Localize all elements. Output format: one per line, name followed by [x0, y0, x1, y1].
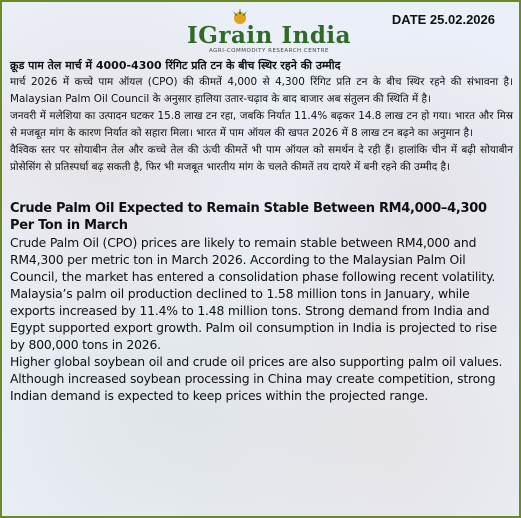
- section-spacer: [10, 176, 513, 200]
- brand-tagline: AGRI-COMMODITY RESEARCH CENTRE: [208, 48, 330, 54]
- english-paragraph-1: Crude Palm Oil (CPO) prices are likely to remain stable between RM4,000 and RM4,300 per metric ton in March 2026. According to the Malaysian Palm Oil Council, the market has entered a consolidation phase following recent volatility.: [10, 235, 496, 284]
- date-label: DATE 25.02.2026: [391, 12, 495, 27]
- english-paragraph-2: Malaysia’s palm oil production declined to 1.58 million tons in January, while exports increased by 11.4% to 1.48 million tons. Strong demand from India and Egypt supported export growth. Palm oil consumption in India is projected to rise by 800,000 tons in 2026.: [10, 286, 497, 352]
- article-content: [10, 58, 513, 404]
- hindi-paragraph-3: वैश्विक स्तर पर सोयाबीन तेल और कच्चे तेल की ऊंची कीमतें भी पाम ऑयल को समर्थन दे रही हैं। हालांकि चीन में बढ़ी सोयाबीन प्रोसेसिंग से प्रतिस्पर्धा बढ़ सकती है, फिर भी मजबूत भारतीय मांग के चलते कीमतें तय दायरे में बनी रहने की उम्मीद है।: [10, 144, 513, 173]
- brand-name: IGrain India: [186, 22, 352, 49]
- hindi-headline: क्रूड पाम तेल मार्च में 4000-4300 रिंगिट प्रति टन के बीच स्थिर रहने की उम्मीद: [10, 59, 341, 72]
- hindi-paragraph-2: जनवरी में मलेशिया का उत्पादन घटकर 15.8 लाख टन रहा, जबकि निर्यात 11.4% बढ़कर 14.8 लाख टन हो गया। भारत और मिस्र से मजबूत मांग के कारण निर्यात को सहारा मिला। भारत में पाम ऑयल की खपत 2026 में 8 लाख टन बढ़ने का अनुमान है।: [10, 110, 513, 139]
- header: [2, 2, 519, 58]
- hindi-paragraph-1: मार्च 2026 में कच्चे पाम ऑयल (CPO) की कीमतें 4,000 से 4,300 रिंगिट प्रति टन के बीच स्थिर रहने की संभावना है। Malaysian Palm Oil Council के अनुसार हालिया उतार-चढ़ाव के बाद बाजार अब संतुलन की स्थिति में है।: [10, 76, 513, 105]
- english-headline: Crude Palm Oil Expected to Remain Stable Between RM4,000–4,300 Per Ton in March: [10, 201, 487, 233]
- brand-logo: [184, 6, 354, 54]
- english-paragraph-3: Higher global soybean oil and crude oil prices are also supporting palm oil values. Although increased soybean processing in China may create competition, strong Indian demand is expected to keep prices within the projected range.: [10, 354, 503, 403]
